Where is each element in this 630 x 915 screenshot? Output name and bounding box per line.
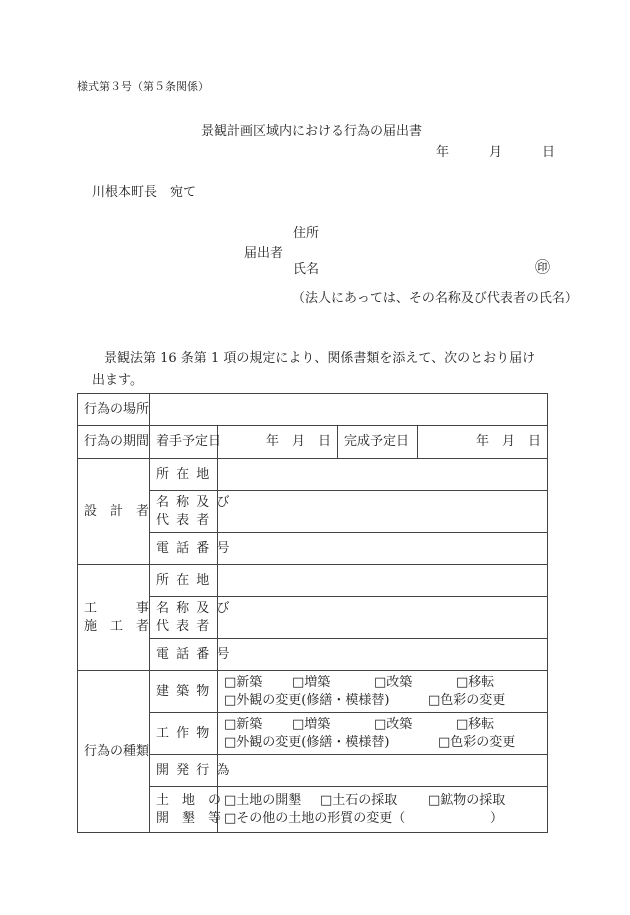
contractor-address-row	[78, 565, 548, 597]
structure-renovation-checkbox[interactable]: □改築	[374, 716, 413, 732]
structure-options	[218, 713, 548, 755]
date-day-label: 日	[542, 145, 556, 160]
date-year-label: 年	[436, 145, 450, 160]
building-new-checkbox[interactable]: □新築	[224, 674, 263, 690]
corporate-note: （法人にあっては、その名称及び代表者の氏名）	[292, 291, 578, 306]
period-label: 行為の期間	[78, 426, 150, 459]
designer-address-row	[78, 459, 548, 491]
designer-label: 設 計 者	[78, 459, 150, 565]
land-options	[218, 787, 548, 833]
building-options-line2	[224, 692, 541, 710]
land-options-line2	[224, 810, 541, 828]
structure-exterior-checkbox[interactable]: □外観の変更(修繕・模様替)	[224, 734, 390, 750]
name-label-line1: 名称及び	[156, 494, 237, 510]
designer-phone-label: 電話番号	[150, 533, 218, 565]
structure-new-checkbox[interactable]: □新築	[224, 716, 263, 732]
building-options-line1	[224, 674, 541, 692]
action-type-label: 行為の種類	[78, 671, 150, 833]
start-date-field[interactable]: 年 月 日	[218, 426, 338, 459]
development-label: 開発行為	[150, 755, 218, 787]
body-text-line2: 出ます。	[92, 373, 143, 388]
building-renovation-checkbox[interactable]: □改築	[374, 674, 413, 690]
building-color-checkbox[interactable]: □色彩の変更	[428, 692, 506, 708]
name-label: 氏名	[293, 262, 320, 277]
structure-label: 工作物	[150, 713, 218, 755]
contractor-phone-input[interactable]	[218, 639, 548, 671]
seal-mark: ㊞	[535, 258, 551, 276]
body-text-line1: 景観法第 16 条第 1 項の規定により、関係書類を添えて、次のとおり届け	[104, 351, 536, 366]
structure-relocation-checkbox[interactable]: □移転	[456, 716, 495, 732]
designer-name-label	[150, 491, 237, 533]
location-label: 行為の場所	[78, 394, 150, 426]
other-land-change-checkbox[interactable]: □その他の土地の形質の変更（	[224, 810, 406, 826]
form-table	[77, 393, 548, 833]
development-input[interactable]	[218, 755, 548, 787]
structure-color-checkbox[interactable]: □色彩の変更	[438, 734, 516, 750]
address-label: 住所	[293, 226, 320, 241]
addressee: 川根本町長 宛て	[92, 185, 197, 200]
start-label: 着手予定日	[150, 426, 218, 459]
location-row	[78, 394, 548, 426]
period-row	[78, 426, 548, 459]
structure-options-line2	[224, 734, 541, 752]
applicant-label: 届出者	[244, 246, 284, 261]
other-land-close-paren: ）	[490, 810, 504, 826]
designer-address-label: 所在地	[150, 459, 218, 491]
contractor-name-label	[150, 597, 237, 639]
structure-extension-checkbox[interactable]: □増築	[292, 716, 331, 732]
designer-phone-input[interactable]	[218, 533, 548, 565]
designer-address-input[interactable]	[218, 459, 548, 491]
designer-name-input[interactable]	[218, 491, 548, 533]
mineral-extraction-checkbox[interactable]: □鉱物の採取	[428, 792, 506, 808]
building-row	[78, 671, 548, 713]
building-relocation-checkbox[interactable]: □移転	[456, 674, 495, 690]
name-label-line1: 名称及び	[156, 600, 237, 616]
form-number: 様式第３号（第５条関係）	[77, 80, 209, 93]
land-clearing-checkbox[interactable]: □土地の開墾	[224, 792, 302, 808]
end-date-field[interactable]: 年 月 日	[418, 426, 548, 459]
form-title: 景観計画区域内における行為の届出書	[201, 124, 423, 139]
contractor-address-input[interactable]	[218, 565, 548, 597]
location-input[interactable]	[150, 394, 548, 426]
name-label-line2: 代表者	[156, 512, 217, 528]
contractor-phone-label: 電話番号	[150, 639, 218, 671]
building-exterior-checkbox[interactable]: □外観の変更(修繕・模様替)	[224, 692, 390, 708]
date-month-label: 月	[489, 145, 503, 160]
end-label: 完成予定日	[338, 426, 418, 459]
contractor-name-input[interactable]	[218, 597, 548, 639]
name-label-line2: 代表者	[156, 618, 217, 634]
building-extension-checkbox[interactable]: □増築	[292, 674, 331, 690]
soil-extraction-checkbox[interactable]: □土石の採取	[320, 792, 398, 808]
land-label-line1: 土 地 の	[156, 792, 222, 808]
building-label: 建築物	[150, 671, 218, 713]
contractor-label	[78, 565, 150, 671]
contractor-label-line2: 施 工 者	[84, 618, 150, 634]
land-options-line1	[224, 792, 541, 810]
contractor-address-label: 所在地	[150, 565, 218, 597]
land-label	[150, 787, 222, 833]
contractor-label-line1: 工 事	[84, 600, 150, 616]
land-label-line2: 開 墾 等	[156, 810, 222, 826]
building-options	[218, 671, 548, 713]
structure-options-line1	[224, 716, 541, 734]
